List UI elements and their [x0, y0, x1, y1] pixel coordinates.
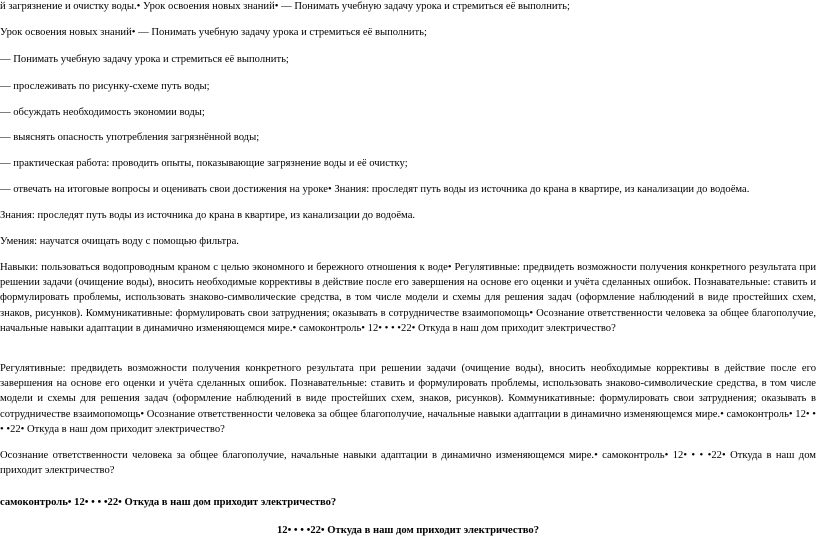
text-line-3: — Понимать учебную задачу урока и стремиться её выполнить; — [0, 54, 289, 65]
text-line-7: — практическая работа: проводить опыты, показывающие загрязнение воды и её очистку; — [0, 158, 408, 169]
text-line-4: — прослеживать по рисунку-схеме путь воды; — [0, 81, 210, 92]
text-line-2: Урок освоения новых знаний• — Понимать учебную задачу урока и стремиться её выполнить; — [0, 27, 427, 38]
text-line-6: — выяснять опасность употребления загрязнённой воды; — [0, 132, 260, 143]
paragraph-awareness: Осознание ответственности человека за общее благополучие, начальные навыки адаптации в динамично изменяющемся мире.• самоконтроль• 12• • • •22• Откуда в наш дом приходит электричество? — [0, 450, 816, 477]
text-line-10: Умения: научатся очищать воду с помощью фильтра. — [0, 236, 239, 247]
paragraph-regulative: Регулятивные: предвидеть возможности получения конкретного результата при решении задачи (очищение воды), вносить необходимые коррективы в действие после его завершения на основе его оценки и учёта сделанных ошибок. Познавательные: ставить и формулировать проблемы, использовать знаково-символические средства, в том числе модели и схемы для решения задач (оформление наблюдений в виде простейших схем, знаков, рисунков). Коммуникативные: формулировать свои затруднения; оказывать в сотрудничестве взаимопомощь• Осознание ответственности человека за общее благополучие, начальные навыки адаптации в динамично изменяющемся мире.• самоконтроль• 12• • • •22• Откуда в наш дом приходит электричество? — [0, 363, 816, 435]
bold-line: самоконтроль• 12• • • •22• Откуда в наш дом приходит электричество? — [0, 497, 337, 508]
text-line-5: — обсуждать необходимость экономии воды; — [0, 107, 205, 118]
paragraph-skills: Навыки: пользоваться водопроводным краном с целью экономного и бережного отношения к воде• Регулятивные: предвидеть возможности получения конкретного результата при решении задачи (очищение воды), вносить необходимые коррективы в действие после его завершения на основе его оценки и учёта сделанных ошибок. Познавательные: ставить и формулировать проблемы, использовать знаково-символические средства, в том числе модели и схемы для решения задач (оформление наблюдений в виде простейших схем, знаков, рисунков). Коммуникативные: формулировать свои затруднения; оказывать в сотрудничестве взаимопомощь• Осознание ответственности человека за общее благополучие, начальные навыки адаптации в динамично изменяющемся мире.• самоконтроль• 12• • • •22• Откуда в наш дом приходит электричество? — [0, 262, 816, 334]
text-line-9: Знания: проследят путь воды из источника до крана в квартире, из канализации до водоёма. — [0, 210, 416, 221]
text-line-8: — отвечать на итоговые вопросы и оценивать свои достижения на уроке• Знания: проследят путь воды из источника до крана в квартире, из канализации до водоёма. — [0, 184, 750, 195]
text-line-1: й загрязнение и очистку воды.• Урок освоения новых знаний• — Понимать учебную задачу урока и стремиться её выполнить; — [0, 1, 570, 12]
centered-line: 12• • • •22• Откуда в наш дом приходит электричество? — [276, 525, 540, 536]
